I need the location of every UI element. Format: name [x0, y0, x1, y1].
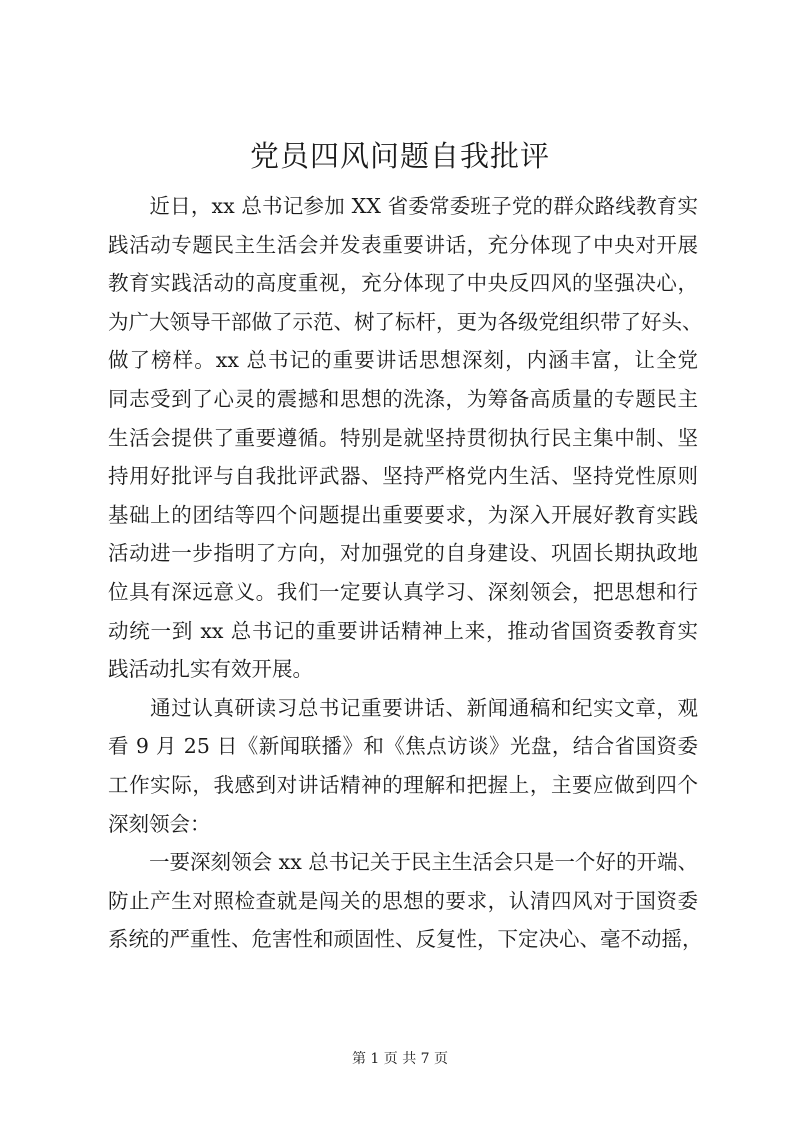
- text-line: 近日，xx 总书记参加 XX 省委常委班子党的群众路线教育实: [108, 194, 698, 218]
- text-line: 活动进一步指明了方向，对加强党的自身建设、巩固长期执政地: [108, 541, 698, 566]
- text-line: 为广大领导干部做了示范、树了标杆，更为各级党组织带了好头、: [108, 309, 703, 334]
- text-line: 持用好批评与自我批评武器、坚持严格党内生活、坚持党性原则: [108, 464, 698, 489]
- paragraph-3: [108, 843, 703, 959]
- document-title: 党员四风问题自我批评: [249, 139, 550, 173]
- text-line: 防止产生对照检查就是闯关的思想的要求，认清四风对于国资委: [108, 888, 698, 913]
- page-number-footer: 第 1 页 共 7 页: [351, 1051, 449, 1067]
- document-body: [108, 187, 703, 959]
- text-line: 看 9 月 25 日《新闻联播》和《焦点访谈》光盘，结合省国资委: [108, 734, 698, 759]
- paragraph-2: [108, 689, 698, 843]
- text-line: 系统的严重性、危害性和顽固性、反复性，下定决心、毫不动摇，: [108, 927, 703, 952]
- text-line: 教育实践活动的高度重视，充分体现了中央反四风的坚强决心，: [108, 271, 698, 296]
- text-line: 践活动专题民主生活会并发表重要讲话，充分体现了中央对开展: [108, 232, 698, 257]
- text-line: 深刻领会：: [108, 811, 211, 836]
- text-line: 工作实际，我感到对讲话精神的理解和把握上，主要应做到四个: [108, 772, 698, 797]
- text-line: 位具有深远意义。我们一定要认真学习、深刻领会，把思想和行: [108, 579, 698, 604]
- paragraph-1: [108, 187, 703, 689]
- text-line: 生活会提供了重要遵循。特别是就坚持贯彻执行民主集中制、坚: [108, 425, 698, 450]
- text-line: 基础上的团结等四个问题提出重要要求，为深入开展好教育实践: [108, 502, 698, 527]
- text-line: 同志受到了心灵的震撼和思想的洗涤，为筹备高质量的专题民主: [108, 386, 698, 411]
- text-line: 践活动扎实有效开展。: [108, 657, 313, 682]
- text-line: 通过认真研读习总书记重要讲话、新闻通稿和纪实文章，观: [108, 695, 698, 720]
- text-line: 做了榜样。xx 总书记的重要讲话思想深刻，内涵丰富，让全党: [108, 348, 698, 373]
- text-line: 动统一到 xx 总书记的重要讲话精神上来，推动省国资委教育实: [108, 618, 698, 643]
- text-line: 一要深刻领会 xx 总书记关于民主生活会只是一个好的开端、: [108, 850, 698, 875]
